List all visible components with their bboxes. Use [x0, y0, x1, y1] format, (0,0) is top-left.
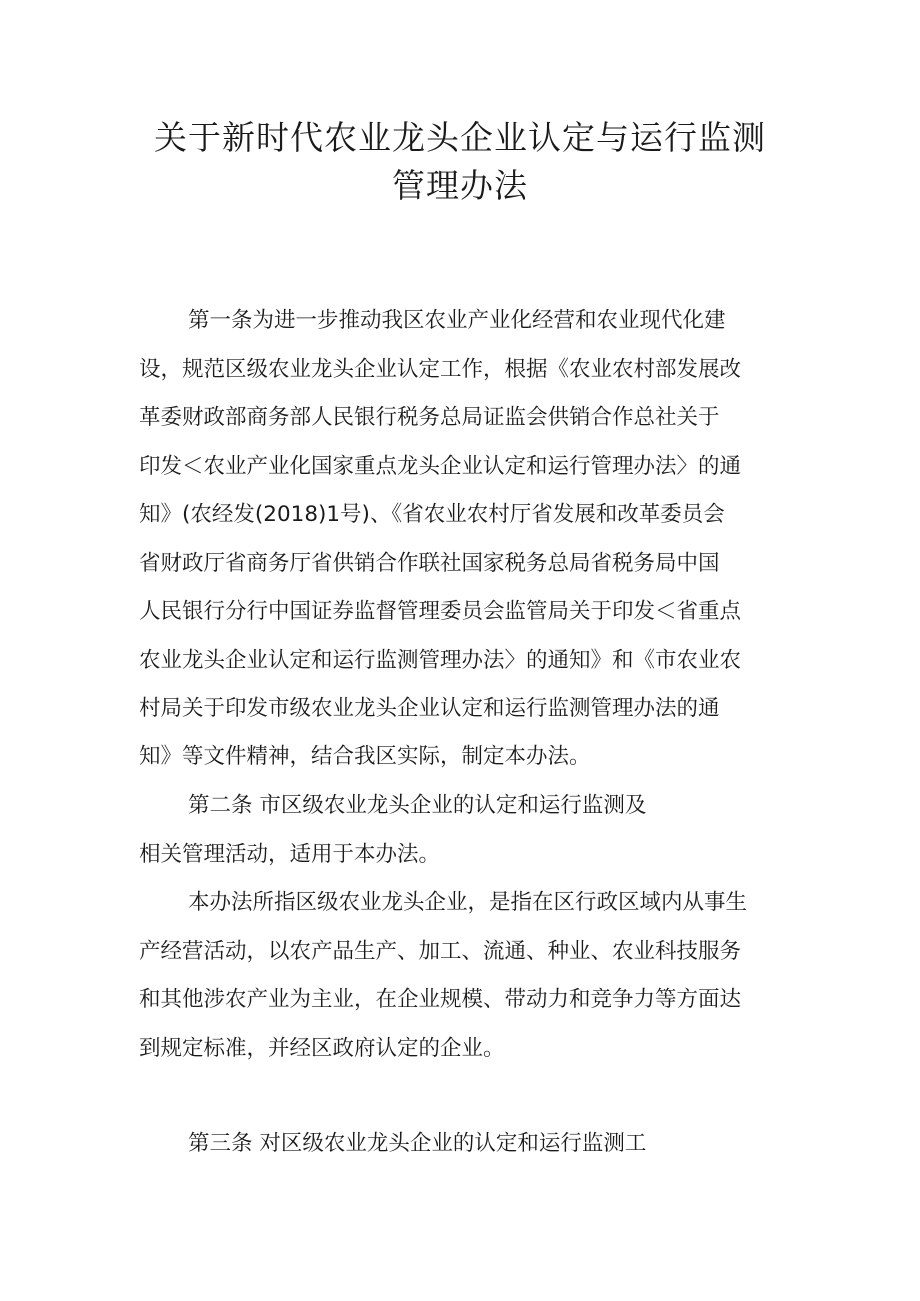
paragraph-line: 设，规范区级农业龙头企业认定工作，根据《农业农村部发展改 [139, 357, 742, 382]
paragraph-line: 第一条为进一步推动我区农业产业化经营和农业现代化建 [188, 308, 726, 333]
document-title-line-1: 关于新时代农业龙头企业认定与运行监测 [154, 118, 766, 157]
paragraph-line: 产经营活动，以农产品生产、加工、流通、种业、农业科技服务 [139, 939, 742, 964]
paragraph-line: 革委财政部商务部人民银行税务总局证监会供销合作总社关于 [139, 405, 720, 430]
paragraph-line: 省财政厅省商务厅省供销合作联社国家税务总局省税务局中国 [139, 551, 720, 576]
paragraph-line: 知》等文件精神，结合我区实际，制定本办法。 [139, 744, 591, 769]
document-title-line-2: 管理办法 [392, 166, 528, 205]
article-2-line: 第二条 市区级农业龙头企业的认定和运行监测及 [188, 793, 647, 818]
paragraph-line: 和其他涉农产业为主业，在企业规模、带动力和竞争力等方面达 [139, 987, 742, 1012]
paragraph-line: 印发＜农业产业化国家重点龙头企业认定和运行管理办法〉的通 [139, 454, 742, 479]
paragraph-line: 农业龙头企业认定和运行监测管理办法〉的通知》和《市农业农 [139, 648, 742, 673]
paragraph-line: 村局关于印发市级农业龙头企业认定和运行监测管理办法的通 [139, 696, 720, 721]
paragraph-line: 到规定标准，并经区政府认定的企业。 [139, 1036, 505, 1061]
paragraph-line: 本办法所指区级农业龙头企业，是指在区行政区域内从事生 [188, 890, 748, 915]
article-3-line: 第三条 对区级农业龙头企业的认定和运行监测工 [188, 1131, 647, 1156]
paragraph-line: 相关管理活动，适用于本办法。 [139, 842, 441, 867]
paragraph-line: 知》(农经发(2018)1号)、《省农业农村厅省发展和改革委员会 [139, 502, 725, 527]
paragraph-line: 人民银行分行中国证券监督管理委员会监管局关于印发＜省重点 [139, 599, 742, 624]
